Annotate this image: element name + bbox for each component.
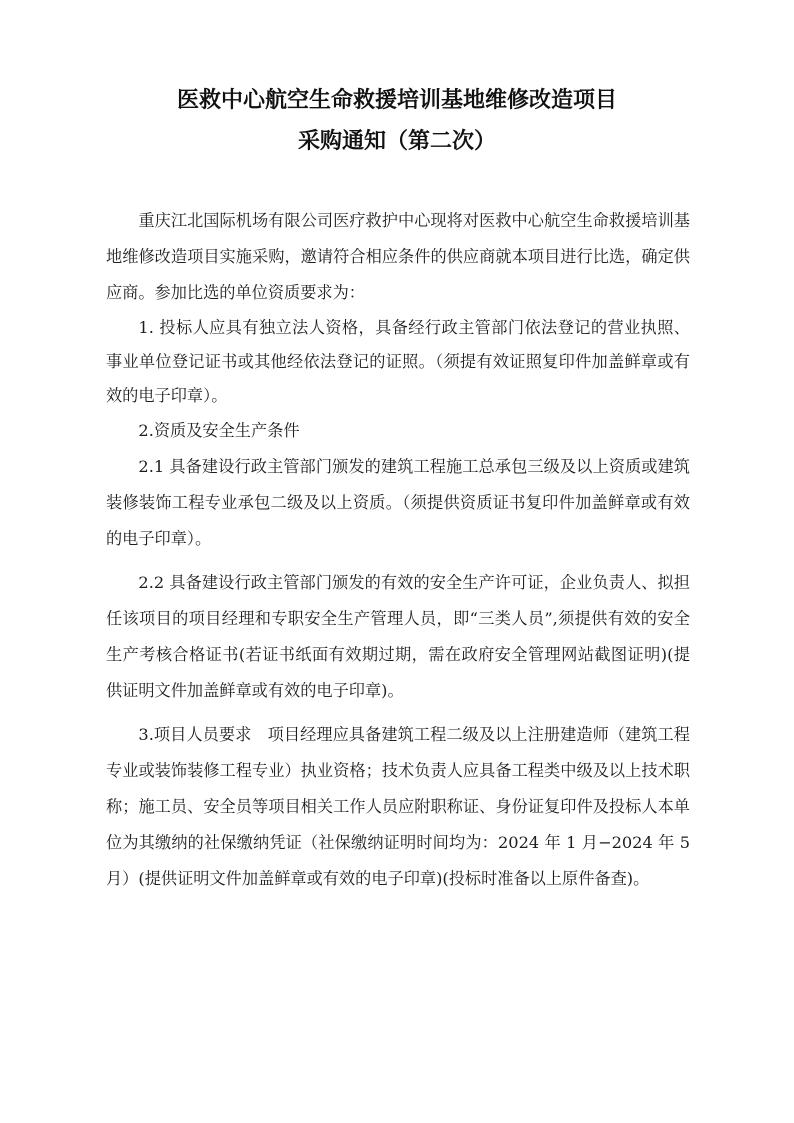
intro-paragraph: 重庆江北国际机场有限公司医疗救护中心现将对医救中心航空生命救援培训基地维修改造项目实施采购，邀请符合相应条件的供应商就本项目进行比选，确定供应商。参加比选的单位资质要求为： [106,211,690,302]
document-body [106,203,690,897]
requirement-2-2: 2.2 具备建设行政主管部门颁发的有效的安全生产许可证，企业负责人、拟担任该项目的项目经理和专职安全生产管理人员，即“三类人员”,须提供有效的安全生产考核合格证书(若证书纸面有效期过期，需在政府安全管理网站截图证明)(提供证明文件加盖鲜章或有效的电子印章)。 [106,573,690,700]
requirement-3: 3.项目人员要求 项目经理应具备建筑工程二级及以上注册建造师（建筑工程专业或装饰装修工程专业）执业资格；技术负责人应具备工程类中级及以上技术职称；施工员、安全员等项目相关工作人员应附职称证、身份证复印件及投标人本单位为其缴纳的社保缴纳凭证（社保缴纳证明时间均为：2024 年 1 月−2024 年 5 月）(提供证明文件加盖鲜章或有效的电子印章)(投标时准备以上原件备查)。 [106,725,690,888]
requirement-1: 1. 投标人应具有独立法人资格，具备经行政主管部门依法登记的营业执照、事业单位登记证书或其他经依法登记的证照。（须提有效证照复印件加盖鲜章或有效的电子印章）。 [106,318,690,405]
document-title: 医救中心航空生命救援培训基地维修改造项目 [176,88,617,113]
document-subtitle: 采购通知（第二次） [297,129,496,154]
requirement-2-heading: 2.资质及安全生产条件 [138,421,300,440]
requirement-2-1: 2.1 具备建设行政主管部门颁发的建筑工程施工总承包三级及以上资质或建筑装修装饰工程专业承包二级及以上资质。（须提供资质证书复印件加盖鲜章或有效的电子印章）。 [106,457,690,548]
